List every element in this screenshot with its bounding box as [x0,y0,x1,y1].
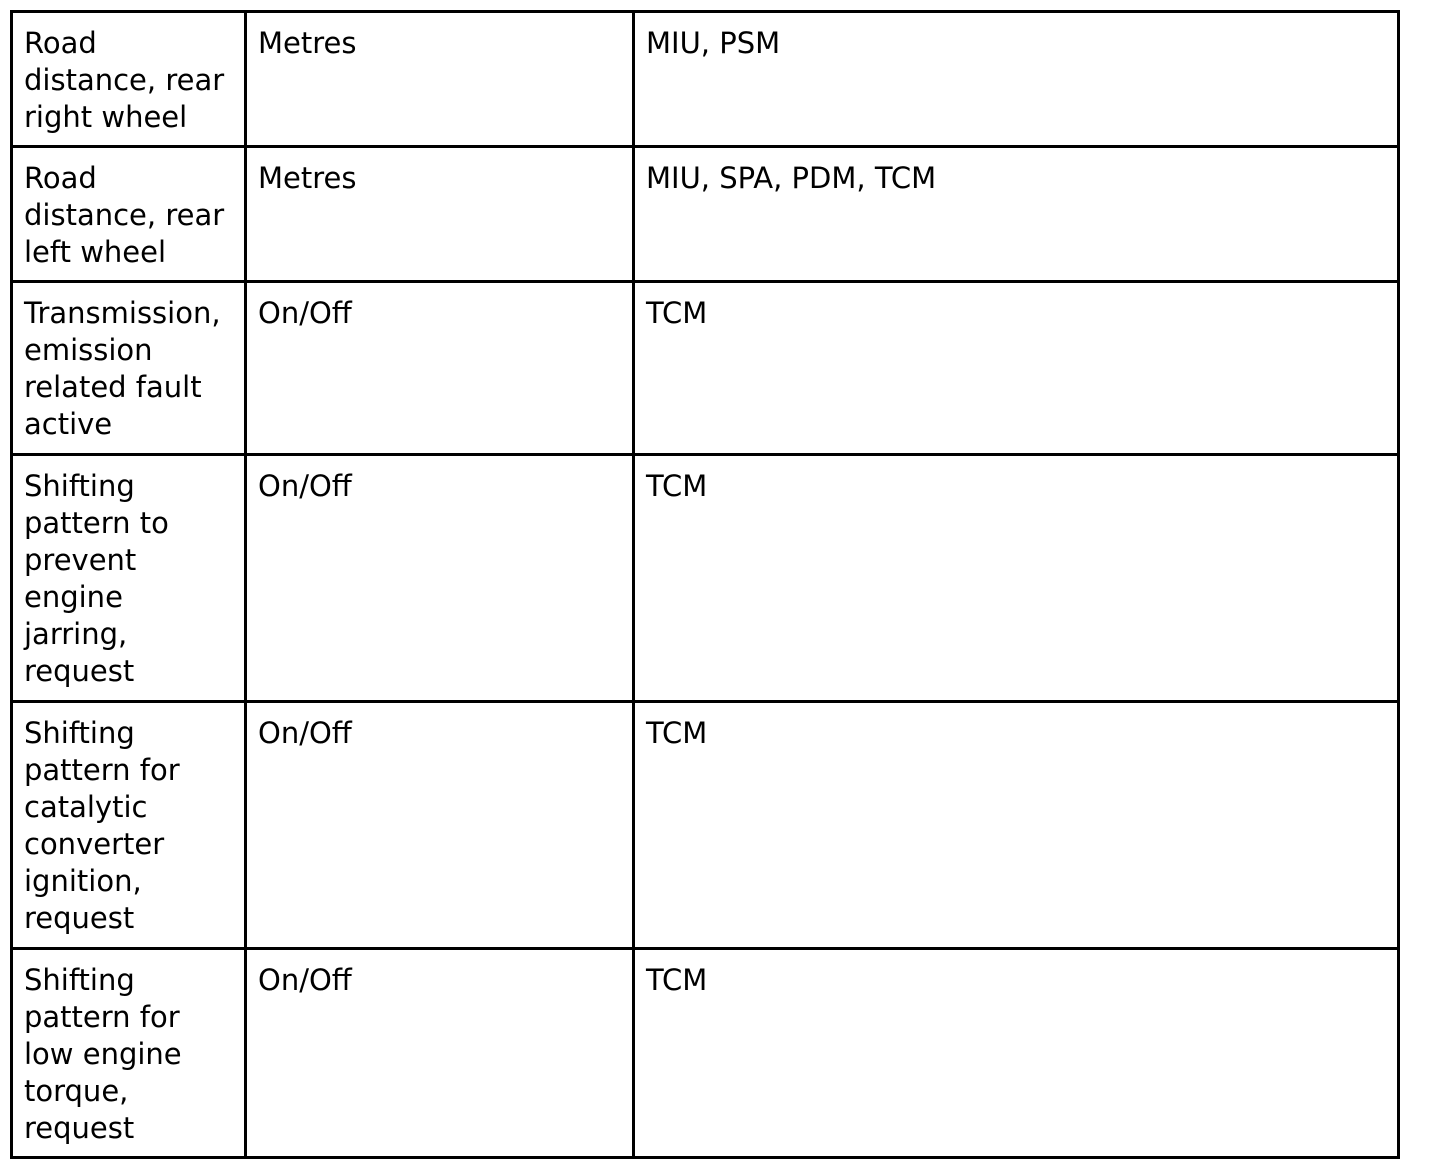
unit-cell: On/Off [246,282,634,455]
unit-cell: On/Off [246,949,634,1158]
table-row [12,949,1399,1158]
table-row [12,282,1399,455]
signal-name-cell: Transmission, emission related fault active [12,282,246,455]
modules-cell: TCM [634,949,1399,1158]
modules-cell: MIU, SPA, PDM, TCM [634,147,1399,282]
signal-table [10,10,1400,1159]
unit-cell: On/Off [246,702,634,949]
signal-name-cell: Shifting pattern for low engine torque, request [12,949,246,1158]
signal-name-cell: Road distance, rear right wheel [12,12,246,147]
table-row [12,147,1399,282]
modules-cell: TCM [634,282,1399,455]
table-row [12,455,1399,702]
modules-cell: MIU, PSM [634,12,1399,147]
table-row [12,12,1399,147]
signal-name-cell: Shifting pattern to prevent engine jarring, request [12,455,246,702]
signal-name-cell: Road distance, rear left wheel [12,147,246,282]
unit-cell: Metres [246,12,634,147]
unit-cell: On/Off [246,455,634,702]
unit-cell: Metres [246,147,634,282]
table-row [12,702,1399,949]
modules-cell: TCM [634,702,1399,949]
signal-name-cell: Shifting pattern for catalytic converter ignition, request [12,702,246,949]
modules-cell: TCM [634,455,1399,702]
